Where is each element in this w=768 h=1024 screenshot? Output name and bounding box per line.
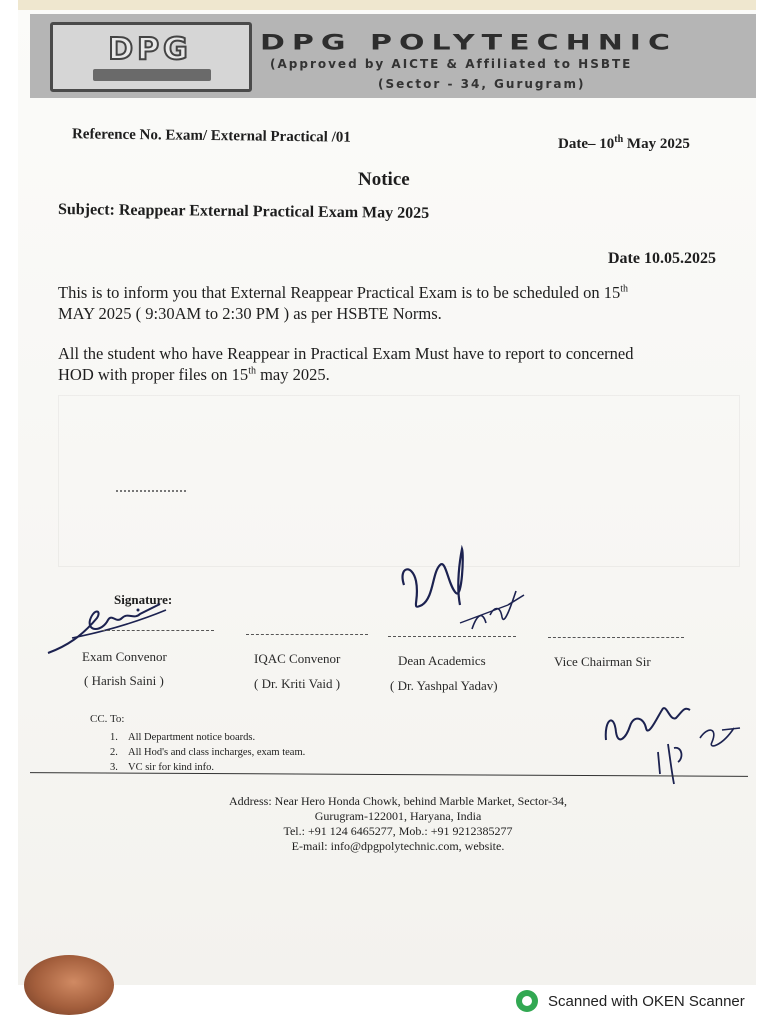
college-logo [50,22,252,92]
scanner-watermark [516,990,745,1012]
signature-dean-academics [390,545,530,637]
signatory-title-4: Vice Chairman Sir [554,654,651,669]
show-through-marks [58,395,740,567]
footer-address: Address: Near Hero Honda Chowk, behind Marble Market, Sector-34, Gurugram-122001, Haryana, India Tel.: +91 124 6465277, Mob.: +91 9212385277 E-mail: info@dpgpolytechnic.com, website. [228,794,567,853]
scanner-label: Scanned with OKEN Scanner [548,992,745,1010]
notice-heading: Notice [358,169,410,190]
list-item: 1. All Department notice boards. [110,732,256,743]
signatory-name-1: ( Harish Saini ) [84,673,164,688]
date-right: Date 10.05.2025 [608,250,716,267]
cc-list [110,730,305,775]
scanner-logo-icon [516,990,538,1012]
sector-line: (Sector - 34, Gurugram) [378,77,586,91]
reference-number: Reference No. Exam/ External Practical /01 [71,126,351,146]
subject-line: Subject: Reappear External Practical Exam May 2025 [57,201,430,222]
finger-in-frame [24,955,114,1015]
paragraph-exam-schedule: This is to inform you that External Reappear Practical Exam is to be scheduled on 15th MAY 2025 ( 9:30AM to 2:30 PM ) as per HSBTE Norms. [58,283,629,323]
stray-mark [116,490,186,492]
paragraph-report-instructions: All the student who have Reappear in Practical Exam Must have to report to concerned HOD with proper files on 15th may 2025. [58,344,634,384]
list-item: 2. All Hod's and class incharges, exam team. [110,747,306,758]
college-name: DPG POLYTECHNIC [260,30,677,56]
signatory-title-2: IQAC Convenor [254,651,341,666]
logo-text: DPG [108,31,192,67]
signatory-name-2: ( Dr. Kriti Vaid ) [254,676,341,691]
cc-label: CC. To: [90,713,125,725]
signatory-title-1: Exam Convenor [82,649,167,664]
document-page [18,0,756,985]
notice-date: Date– 10th May 2025 [558,134,690,152]
approval-line: (Approved by AICTE & Affiliated to HSBTE [270,57,633,71]
list-item: 3. VC sir for kind info. [110,762,215,773]
signatory-title-3: Dean Academics [398,653,486,668]
letterhead [30,14,756,98]
signature-label: Signature: [114,592,173,607]
signatory-name-3: ( Dr. Yashpal Yadav) [390,678,498,693]
